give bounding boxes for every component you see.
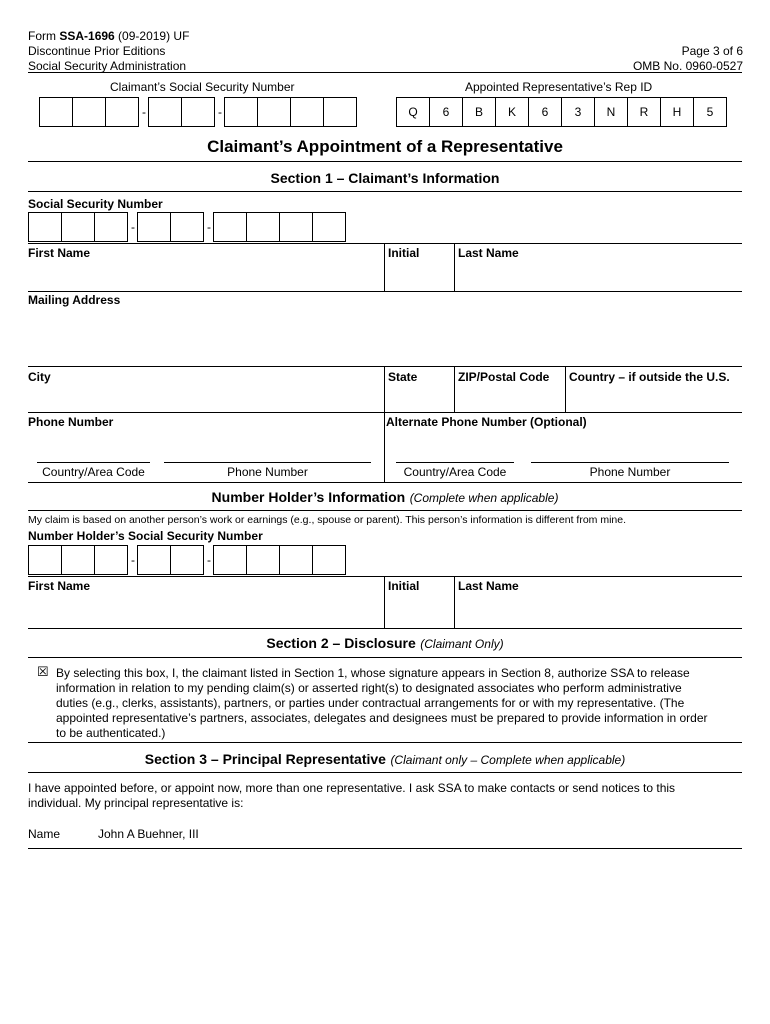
disclosure-line: duties (e.g., clerks, assistants), partners, or parties under contractual arrangements for or with my representative. (The: [56, 696, 685, 710]
disclosure-line: By selecting this box, I, the claimant listed in Section 1, whose signature appears in Section 8, authorize SSA to release: [56, 666, 690, 680]
first-name-label: First Name: [28, 246, 91, 260]
disclosure-line: to be authenticated.): [56, 726, 166, 740]
rep-id-label: Appointed Representative’s Rep ID: [465, 80, 653, 94]
ssn-digit[interactable]: [257, 97, 291, 127]
phone-label: Phone Number: [28, 415, 114, 429]
rep-id-char[interactable]: K: [495, 97, 529, 127]
ssn-digit[interactable]: [72, 97, 106, 127]
mailing-address-field[interactable]: [28, 310, 740, 364]
ssn-digit[interactable]: [28, 545, 62, 575]
disclosure-checkbox[interactable]: ☒: [37, 664, 49, 679]
phone-number-caption: Phone Number: [227, 465, 308, 479]
state-label: State: [388, 370, 418, 384]
number-holder-ssn-input[interactable]: [28, 545, 346, 575]
disclosure-line: information in relation to my pending claim(s) or asserted right(s) to designated associates who perform administrative: [56, 681, 682, 695]
ssn-digit[interactable]: [61, 212, 95, 242]
country-label: Country – if outside the U.S.: [569, 370, 730, 384]
section2-heading: Section 2 – Disclosure (Claimant Only): [266, 635, 504, 651]
rep-id-char[interactable]: B: [462, 97, 496, 127]
last-name-field[interactable]: [458, 262, 740, 288]
ssn-digit[interactable]: [213, 545, 247, 575]
alt-phone-country-code-caption: Country/Area Code: [403, 465, 507, 479]
alt-phone-label: Alternate Phone Number (Optional): [386, 415, 587, 429]
ssn-digit[interactable]: [279, 545, 313, 575]
ssn-digit[interactable]: [290, 97, 324, 127]
ssn-digit[interactable]: [137, 212, 171, 242]
ssn-digit[interactable]: [181, 97, 215, 127]
initial-label: Initial: [388, 246, 420, 260]
rep-id-char[interactable]: 5: [693, 97, 727, 127]
agency-name: Social Security Administration: [28, 59, 187, 73]
ssn-dash: -: [131, 220, 135, 234]
ssn-digit[interactable]: [170, 212, 204, 242]
phone-number-line[interactable]: [164, 462, 371, 463]
ssn-digit[interactable]: [137, 545, 171, 575]
zip-label: ZIP/Postal Code: [458, 370, 550, 384]
phone-country-code-line[interactable]: [37, 462, 150, 463]
rep-id-char[interactable]: 3: [561, 97, 595, 127]
ssn-digit[interactable]: [323, 97, 357, 127]
number-holder-heading: Number Holder’s Information (Complete when applicable): [211, 489, 559, 505]
claimant-ssn-label: Claimant’s Social Security Number: [110, 80, 295, 94]
ssn-digit[interactable]: [148, 97, 182, 127]
ssn-digit[interactable]: [28, 212, 62, 242]
ssn-digit[interactable]: [312, 212, 346, 242]
claimant-ssn-boxes[interactable]: [39, 97, 357, 127]
rep-id-char[interactable]: Q: [396, 97, 430, 127]
ssn-digit[interactable]: [39, 97, 73, 127]
section3-text: [28, 781, 675, 811]
ssn-label: Social Security Number: [28, 197, 163, 211]
last-name-label: Last Name: [458, 246, 519, 260]
country-field[interactable]: [569, 386, 739, 410]
number-holder-ssn-label: Number Holder’s Social Security Number: [28, 529, 263, 543]
ssn-digit[interactable]: [94, 545, 128, 575]
ssn-dash: -: [131, 553, 135, 567]
number-holder-last-name-field[interactable]: [458, 596, 740, 624]
section3-line: individual. My principal representative is:: [28, 796, 244, 810]
zip-field[interactable]: [458, 386, 562, 410]
section3-heading: Section 3 – Principal Representative (Claimant only – Complete when applicable): [144, 751, 626, 767]
ssn-digit[interactable]: [213, 212, 247, 242]
rep-id-char[interactable]: 6: [429, 97, 463, 127]
ssn-digit[interactable]: [170, 545, 204, 575]
ssn-digit[interactable]: [105, 97, 139, 127]
ssn-digit[interactable]: [94, 212, 128, 242]
rep-id-char[interactable]: 6: [528, 97, 562, 127]
rep-id-char[interactable]: H: [660, 97, 694, 127]
form-number: Form SSA-1696 (09-2019) UF: [28, 29, 190, 43]
ssn-dash: -: [218, 105, 222, 119]
principal-name-label: Name: [28, 827, 61, 841]
ssn-digit[interactable]: [312, 545, 346, 575]
ssn-digit[interactable]: [246, 212, 280, 242]
rep-id-char[interactable]: R: [627, 97, 661, 127]
city-field[interactable]: [28, 386, 380, 410]
ssn-digit[interactable]: [279, 212, 313, 242]
number-holder-initial-label: Initial: [388, 579, 420, 593]
omb-number: OMB No. 0960-0527: [632, 59, 743, 73]
section3-line: I have appointed before, or appoint now, more than one representative. I ask SSA to make contacts or send notices to this: [28, 781, 676, 795]
alt-phone-number-line[interactable]: [531, 462, 729, 463]
number-holder-first-name-label: First Name: [28, 579, 91, 593]
first-name-field[interactable]: [28, 262, 380, 288]
initial-field[interactable]: [388, 262, 450, 288]
ssn-digit[interactable]: [246, 545, 280, 575]
form-title: Claimant’s Appointment of a Representative: [207, 137, 563, 156]
rep-id-char[interactable]: N: [594, 97, 628, 127]
number-holder-first-name-field[interactable]: [28, 596, 380, 624]
ssn-dash: -: [142, 105, 146, 119]
number-holder-initial-field[interactable]: [388, 596, 450, 624]
state-field[interactable]: [388, 386, 450, 410]
principal-name-value[interactable]: John A Buehner, III: [98, 827, 199, 841]
number-holder-last-name-label: Last Name: [458, 579, 519, 593]
ssn-dash: -: [207, 220, 211, 234]
claimant-ssn-input[interactable]: [28, 212, 346, 242]
disclosure-text: [56, 666, 708, 741]
city-label: City: [28, 370, 51, 384]
section1-heading: Section 1 – Claimant’s Information: [270, 170, 500, 186]
rep-id-boxes[interactable]: [396, 97, 727, 127]
disclosure-line: appointed representative’s partners, associates, delegates and designees must be prepared to provide information in order: [56, 711, 708, 725]
mailing-address-label: Mailing Address: [28, 293, 121, 307]
ssn-digit[interactable]: [224, 97, 258, 127]
page-number: Page 3 of 6: [681, 44, 743, 58]
ssn-dash: -: [207, 553, 211, 567]
ssn-digit[interactable]: [61, 545, 95, 575]
alt-phone-country-code-line[interactable]: [396, 462, 514, 463]
discontinue-note: Discontinue Prior Editions: [28, 44, 166, 58]
number-holder-description: My claim is based on another person’s work or earnings (e.g., spouse or parent). This person’s information is different from mine.: [28, 514, 627, 526]
phone-country-code-caption: Country/Area Code: [42, 465, 145, 479]
alt-phone-number-caption: Phone Number: [589, 465, 671, 479]
